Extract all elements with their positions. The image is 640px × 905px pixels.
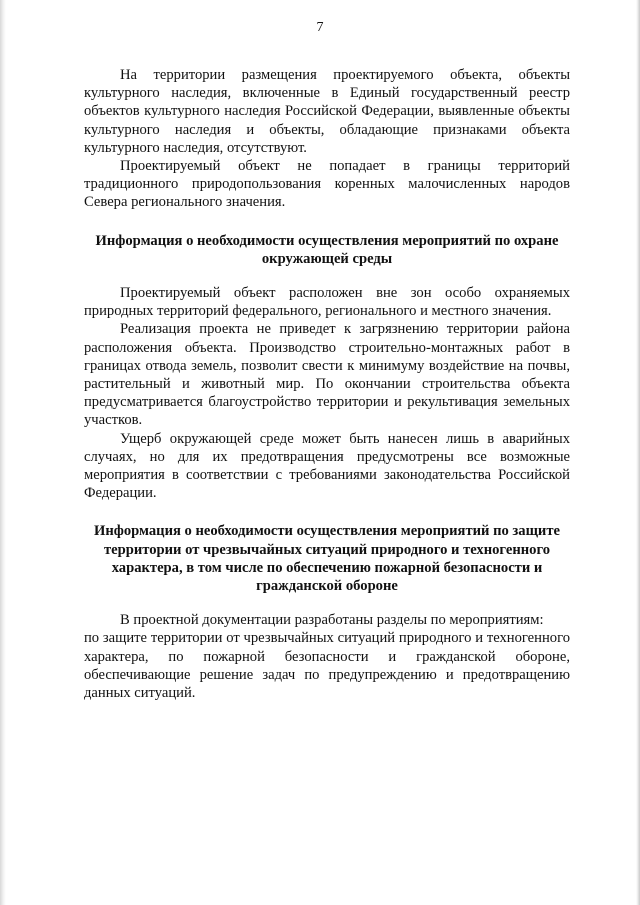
paragraph-protected-areas: Проектируемый объект расположен вне зон особо охраняемых природных территорий федерального, регионального и местного значения. — [84, 285, 570, 320]
paragraph-traditional-land-use: Проектируемый объект не попадает в границы территорий традиционного природопользования коренных малочисленных народов Севера регионального значения. — [84, 158, 570, 211]
paragraph-emergency-measures: по защите территории от чрезвычайных ситуаций природного и техногенного характера, по пожарной безопасности и гражданской обороне, обеспечивающие решение задач по предупреждению и предотвращению данных ситуаций. — [84, 630, 570, 702]
heading-emergency-protection: Информация о необходимости осуществления мероприятий по защите территории от чрезвычайных ситуаций природного и техногенного характера, в том числе по обеспечению пожарной безопасности и гражданской обороне — [94, 523, 560, 595]
paragraph-documentation-sections: В проектной документации разработаны разделы по мероприятиям: — [120, 612, 544, 629]
paragraph-environmental-damage: Ущерб окружающей среде может быть нанесен лишь в аварийных случаях, но для их предотвращения предусмотрены все возможные мероприятия в соответствии с требованиями законодательства Российской Федерации. — [84, 430, 570, 502]
scan-left-edge — [0, 0, 6, 905]
page-number: 7 — [316, 20, 324, 35]
document-body — [84, 66, 570, 702]
scan-right-edge — [636, 0, 640, 905]
paragraph-cultural-heritage: На территории размещения проектируемого объекта, объекты культурного наследия, включенные в Единый государственный реестр объектов культурного наследия Российской Федерации, выявленные объекты культурного наследия и объекты, обладающие признаками объекта культурного наследия, отсутствуют. — [84, 67, 570, 156]
heading-environment-protection: Информация о необходимости осуществления мероприятий по охране окружающей среды — [95, 232, 559, 267]
paragraph-project-implementation: Реализация проекта не приведет к загрязнению территории района расположения объекта. Производство строительно-монтажных работ в границах отвода земель, позволит свести к минимуму воздействие на почвы, растительный и животный мир. По окончании строительства объекта предусматривается благоустройство территории и рекультивация земельных участков. — [84, 321, 570, 429]
